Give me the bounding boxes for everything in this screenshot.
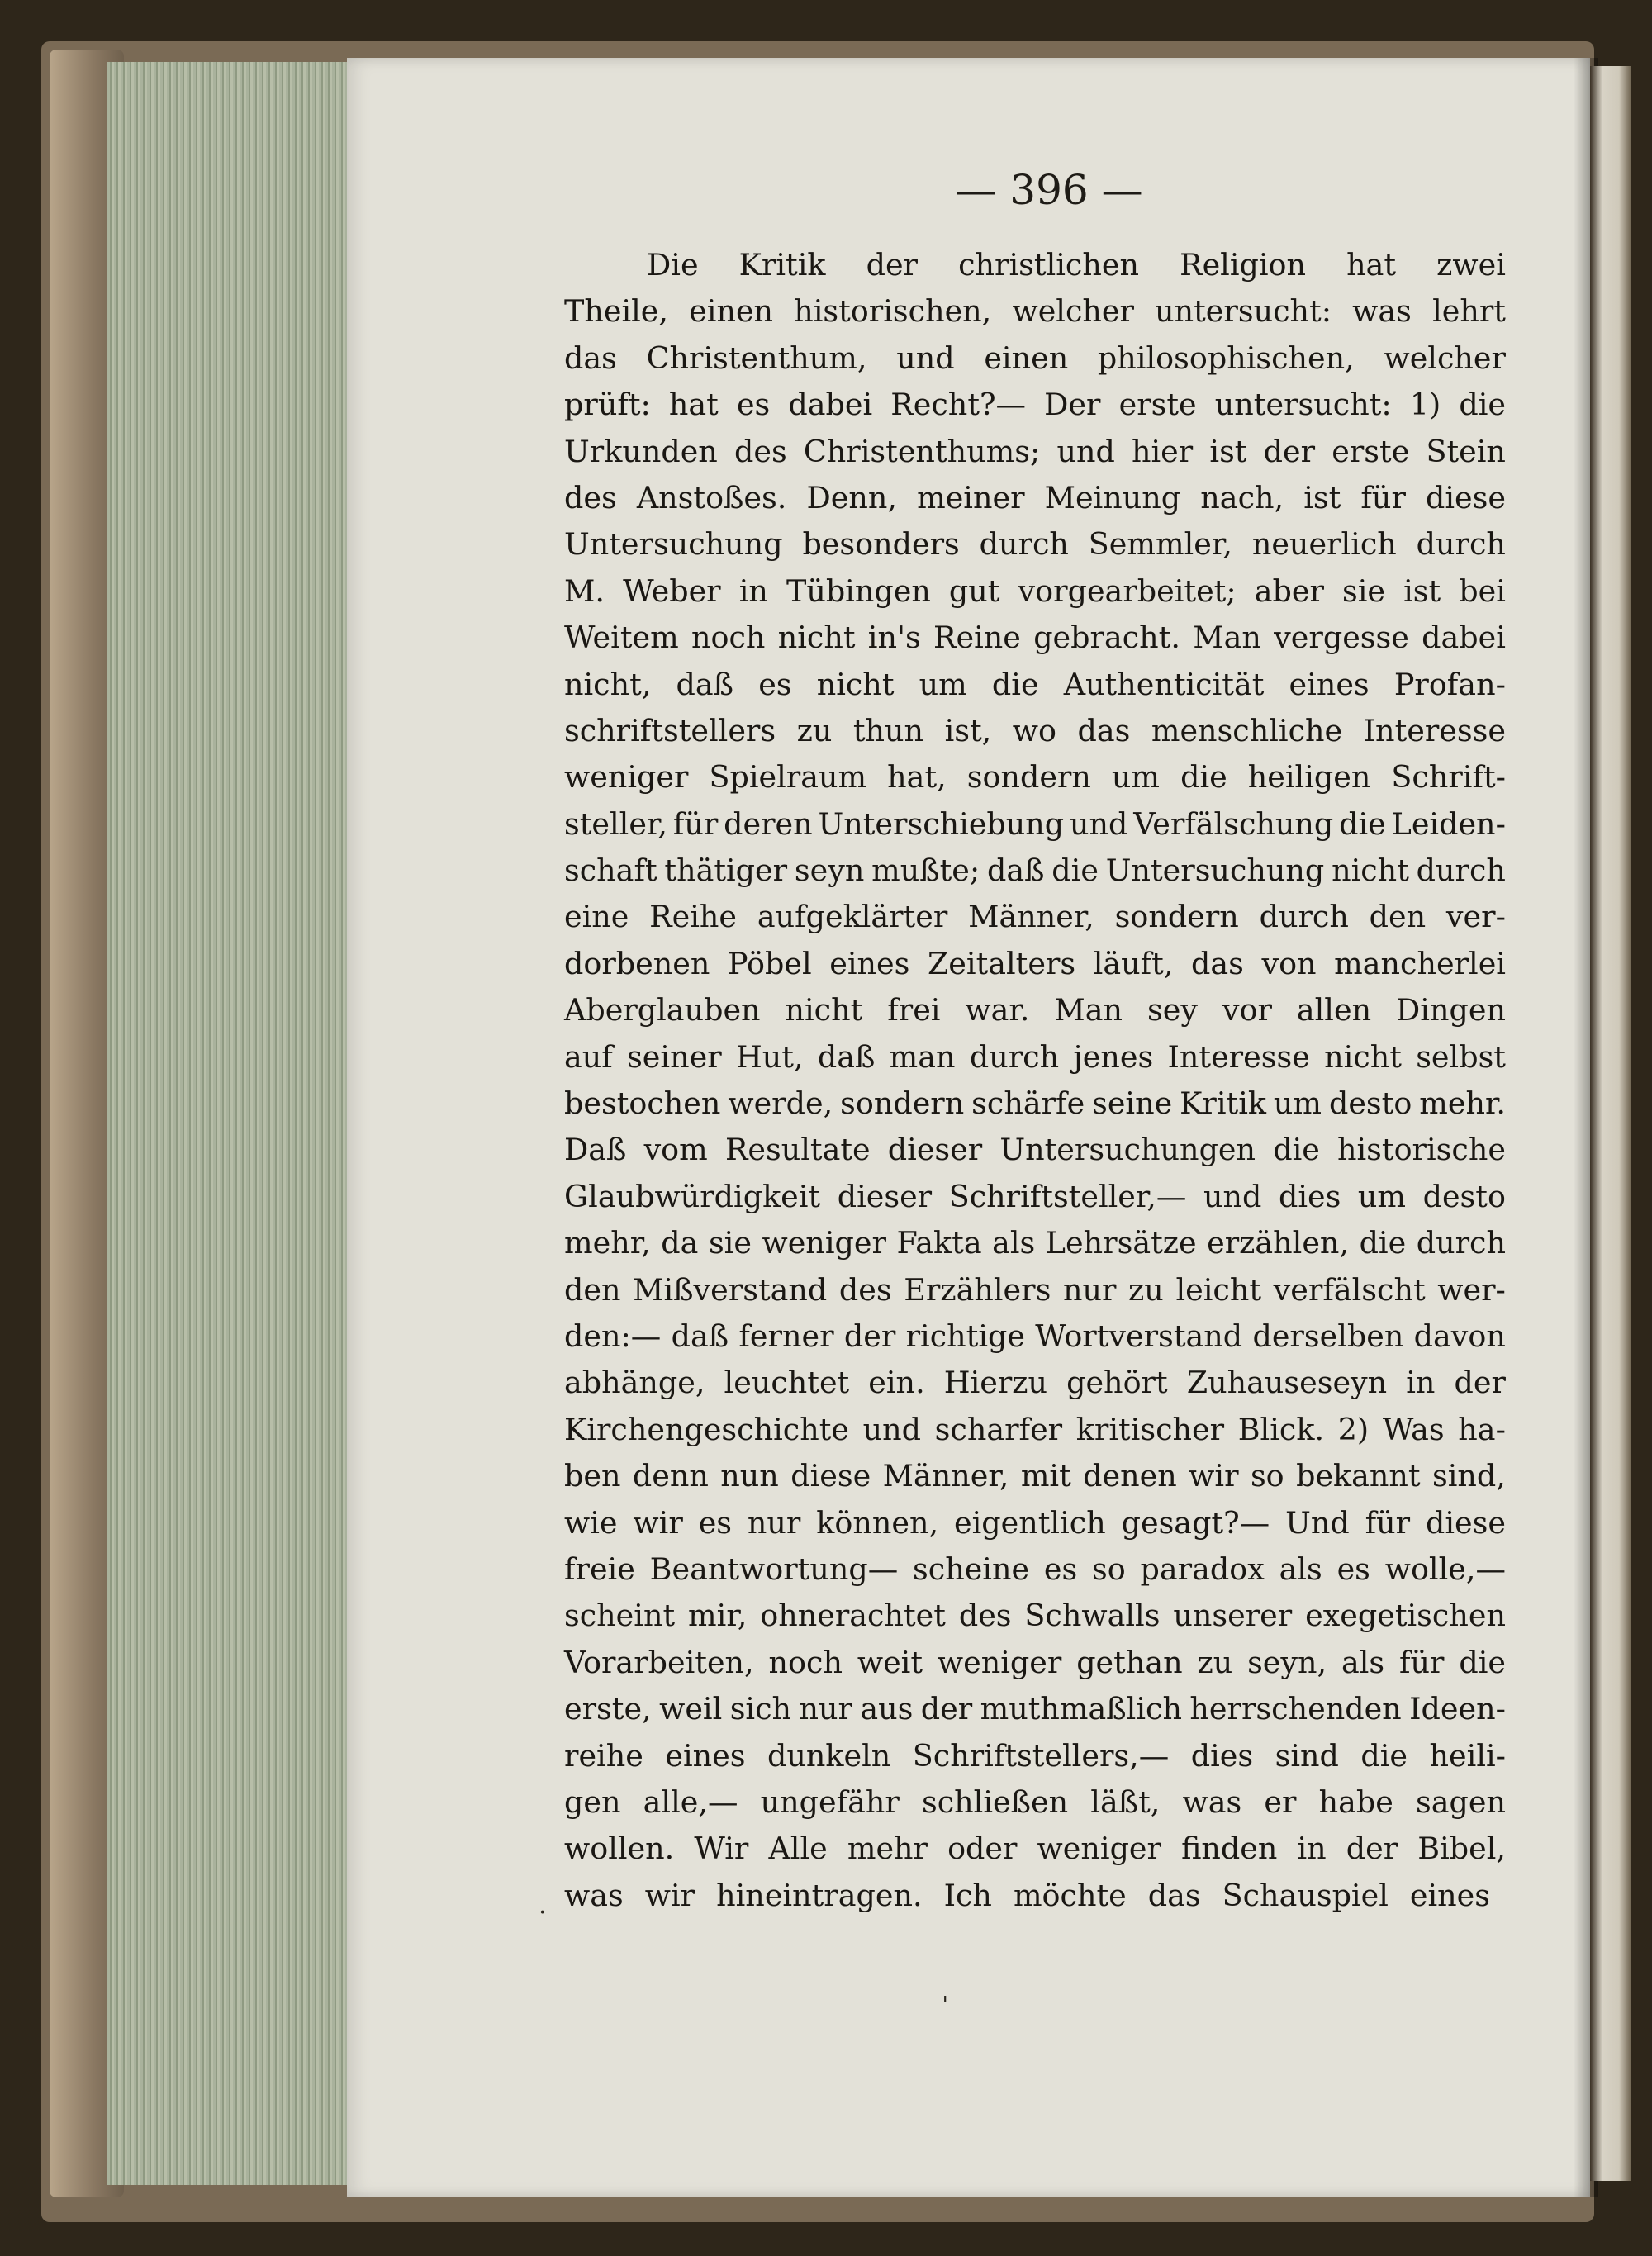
text-line: gen alle,— ungefähr schließen läßt, was er habe sagen	[564, 1783, 1506, 1820]
text-line: Urkunden des Christenthums; und hier ist der erste Stein	[564, 433, 1506, 469]
margin-tick: ˈ	[942, 1992, 949, 2021]
text-line: abhänge, leuchtet ein. Hierzu gehört Zuhauseseyn in der	[564, 1365, 1506, 1401]
text-line: schriftstellers zu thun ist, wo das menschliche Interesse	[564, 712, 1506, 748]
text-line: prüft: hat es dabei Recht?— Der erste untersucht: 1) die	[564, 387, 1506, 423]
text-line: dorbenen Pöbel eines Zeitalters läuft, das von mancherlei	[564, 945, 1506, 981]
text-line: wollen. Wir Alle mehr oder weniger finden in der Bibel,	[564, 1831, 1506, 1867]
text-line: Die Kritik der christlichen Religion hat zwei	[647, 247, 1506, 283]
text-line: erste, weil sich nur aus der muthmaßlich herrschenden Ideen-	[564, 1691, 1506, 1727]
text-line: was wir hineintragen. Ich möchte das Schauspiel eines	[564, 1877, 1491, 1913]
text-line: Weitem noch nicht in's Reine gebracht. Man vergesse dabei	[564, 620, 1506, 656]
margin-tick: ·	[539, 1898, 547, 1927]
text-line: weniger Spielraum hat, sondern um die heiligen Schrift-	[564, 759, 1506, 796]
text-line: freie Beantwortung— scheine es so paradox als es wolle,—	[564, 1551, 1506, 1587]
text-line: steller, für deren Unterschiebung und Verfälschung die Leiden-	[564, 805, 1506, 842]
page-edges	[107, 62, 357, 2185]
text-line: Kirchengeschichte und scharfer kritischer Blick. 2) Was ha-	[564, 1411, 1506, 1447]
text-line: mehr, da sie weniger Fakta als Lehrsätze erzählen, die durch	[564, 1225, 1506, 1261]
text-line: nicht, daß es nicht um die Authenticität eines Profan-	[564, 666, 1506, 702]
text-line: Daß vom Resultate dieser Untersuchungen die historische	[564, 1132, 1506, 1168]
facing-page-edge	[1590, 66, 1631, 2181]
text-line: M. Weber in Tübingen gut vorgearbeitet; aber sie ist bei	[564, 572, 1506, 609]
text-line: das Christenthum, und einen philosophischen, welcher	[564, 340, 1506, 376]
text-line: bestochen werde, sondern schärfe seine Kritik um desto mehr.	[564, 1085, 1506, 1122]
text-line: Glaubwürdigkeit dieser Schriftsteller,— und dies um desto	[564, 1178, 1506, 1214]
text-line: den Mißverstand des Erzählers nur zu leicht verfälscht wer-	[564, 1271, 1506, 1308]
text-line: Vorarbeiten, noch weit weniger gethan zu seyn, als für die	[564, 1644, 1506, 1680]
text-line: schaft thätiger seyn mußte; daß die Untersuchung nicht durch	[564, 853, 1506, 889]
text-line: auf seiner Hut, daß man durch jenes Interesse nicht selbst	[564, 1038, 1506, 1075]
text-block	[564, 242, 1506, 1919]
text-line: des Anstoßes. Denn, meiner Meinung nach, ist für diese	[564, 479, 1506, 515]
text-line: ben denn nun diese Männer, mit denen wir so bekannt sind,	[564, 1458, 1506, 1494]
text-line: Theile, einen historischen, welcher untersucht: was lehrt	[564, 293, 1506, 330]
text-line: Aberglauben nicht frei war. Man sey vor allen Dingen	[564, 992, 1506, 1028]
page-number: — 396 —	[955, 166, 1143, 214]
text-line: eine Reihe aufgeklärter Männer, sondern durch den ver-	[564, 899, 1506, 935]
text-line: reihe eines dunkeln Schriftstellers,— dies sind die heili-	[564, 1737, 1506, 1774]
text-line: Untersuchung besonders durch Semmler, neuerlich durch	[564, 526, 1506, 563]
text-line: wie wir es nur können, eigentlich gesagt?— Und für diese	[564, 1504, 1506, 1541]
text-line: scheint mir, ohnerachtet des Schwalls unserer exegetischen	[564, 1598, 1506, 1634]
text-line: den:— daß ferner der richtige Wortverstand derselben davon	[564, 1318, 1506, 1354]
